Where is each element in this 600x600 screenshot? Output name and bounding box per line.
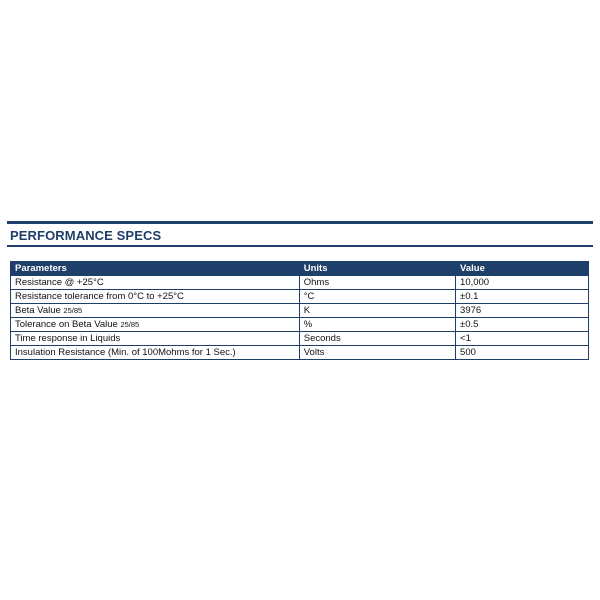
- row-parameter: [11, 332, 300, 346]
- row-value: 10,000: [456, 276, 589, 290]
- row-units: Ohms: [299, 276, 455, 290]
- parameter-text: Beta Value: [15, 305, 64, 316]
- parameter-text: Time response in Liquids: [15, 333, 121, 344]
- table-row: [11, 332, 589, 346]
- row-value: 3976: [456, 304, 589, 318]
- parameter-suffix: 25/85: [120, 320, 140, 329]
- row-parameter: [11, 346, 300, 360]
- row-value: ±0.1: [456, 290, 589, 304]
- row-value: ±0.5: [456, 318, 589, 332]
- section-bottom-rule: [7, 245, 593, 247]
- row-units: %: [299, 318, 455, 332]
- row-units: °C: [299, 290, 455, 304]
- row-units: K: [299, 304, 455, 318]
- table-header-row: [11, 262, 589, 276]
- table-row: [11, 290, 589, 304]
- header-value: Value: [456, 262, 589, 276]
- row-parameter: [11, 318, 300, 332]
- row-parameter: [11, 276, 300, 290]
- section-top-rule: [7, 221, 593, 224]
- row-units: Seconds: [299, 332, 455, 346]
- section-title: PERFORMANCE SPECS: [10, 228, 162, 243]
- parameter-text: Insulation Resistance (Min. of 100Mohms for 1 Sec.): [15, 347, 236, 358]
- performance-specs-table: [10, 261, 589, 360]
- header-parameters: Parameters: [11, 262, 300, 276]
- row-units: Volts: [299, 346, 455, 360]
- table-row: [11, 346, 589, 360]
- row-parameter: [11, 304, 300, 318]
- row-value: 500: [456, 346, 589, 360]
- table-row: [11, 318, 589, 332]
- table-row: [11, 276, 589, 290]
- table-row: [11, 304, 589, 318]
- parameter-suffix: 25/85: [63, 306, 83, 315]
- parameter-text: Tolerance on Beta Value: [15, 319, 121, 330]
- row-parameter: [11, 290, 300, 304]
- parameter-text: Resistance @ +25°C: [15, 277, 104, 288]
- header-units: Units: [299, 262, 455, 276]
- row-value: <1: [456, 332, 589, 346]
- parameter-text: Resistance tolerance from 0°C to +25°C: [15, 291, 184, 302]
